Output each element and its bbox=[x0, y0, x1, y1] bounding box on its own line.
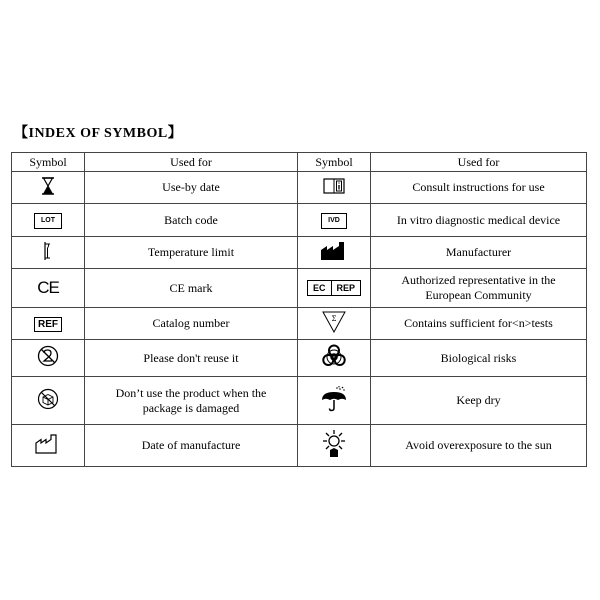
symbol-cell bbox=[12, 237, 85, 269]
usage-cell: Keep dry bbox=[371, 377, 587, 425]
usage-cell: In vitro diagnostic medical device bbox=[371, 204, 587, 237]
ce-mark-icon: CE bbox=[37, 277, 59, 297]
symbol-cell bbox=[298, 308, 371, 340]
usage-line: Authorized representative in the bbox=[401, 273, 556, 287]
hourglass-icon bbox=[41, 177, 55, 195]
do-not-reuse-icon bbox=[37, 345, 59, 367]
header-symbol-left: Symbol bbox=[12, 153, 85, 172]
usage-cell: Contains sufficient for<n>tests bbox=[371, 308, 587, 340]
usage-cell: Please don't reuse it bbox=[85, 340, 298, 377]
symbol-cell bbox=[12, 204, 85, 237]
symbol-cell bbox=[12, 340, 85, 377]
symbol-cell bbox=[298, 269, 371, 308]
usage-cell: Avoid overexposure to the sun bbox=[371, 425, 587, 467]
usage-cell: CE mark bbox=[85, 269, 298, 308]
symbol-cell bbox=[298, 340, 371, 377]
thermometer-icon bbox=[41, 240, 55, 262]
table-header-row bbox=[12, 153, 587, 172]
book-info-icon bbox=[323, 178, 345, 194]
page-title: 【INDEX OF SYMBOL】 bbox=[14, 126, 183, 141]
ref-icon: REF bbox=[34, 317, 62, 332]
usage-line: European Community bbox=[425, 288, 532, 302]
svg-text:Σ: Σ bbox=[331, 314, 337, 323]
header-symbol-right: Symbol bbox=[298, 153, 371, 172]
usage-cell bbox=[85, 377, 298, 425]
symbol-index-table bbox=[11, 152, 587, 467]
symbol-cell bbox=[12, 172, 85, 204]
table-row bbox=[12, 269, 587, 308]
sun-protect-icon bbox=[319, 429, 349, 459]
table-row bbox=[12, 237, 587, 269]
ec-rep-icon bbox=[307, 280, 361, 296]
symbol-cell bbox=[298, 425, 371, 467]
usage-line: Don’t use the product when the bbox=[115, 385, 267, 400]
usage-cell: Biological risks bbox=[371, 340, 587, 377]
symbol-cell bbox=[298, 204, 371, 237]
factory-icon bbox=[320, 241, 348, 261]
header-used-for-left: Used for bbox=[85, 153, 298, 172]
rep-label: REP bbox=[331, 281, 361, 295]
symbol-cell bbox=[12, 269, 85, 308]
usage-cell: Use-by date bbox=[85, 172, 298, 204]
symbol-cell bbox=[298, 237, 371, 269]
usage-line: package is damaged bbox=[142, 400, 240, 415]
usage-cell: Batch code bbox=[85, 204, 298, 237]
ivd-icon: IVD bbox=[321, 213, 347, 229]
biohazard-icon bbox=[321, 344, 347, 368]
usage-cell: Consult instructions for use bbox=[371, 172, 587, 204]
umbrella-rain-icon bbox=[320, 386, 348, 412]
table-row bbox=[12, 377, 587, 425]
usage-cell: Date of manufacture bbox=[85, 425, 298, 467]
usage-cell: Temperature limit bbox=[85, 237, 298, 269]
lot-icon: LOT bbox=[34, 213, 62, 229]
symbol-cell bbox=[298, 377, 371, 425]
table-row bbox=[12, 172, 587, 204]
symbol-cell bbox=[12, 425, 85, 467]
ec-label: EC bbox=[312, 283, 326, 293]
symbol-cell bbox=[12, 308, 85, 340]
table-row bbox=[12, 204, 587, 237]
table-row bbox=[12, 425, 587, 467]
symbol-cell bbox=[12, 377, 85, 425]
usage-cell: Catalog number bbox=[85, 308, 298, 340]
table-row bbox=[12, 308, 587, 340]
factory-outline-icon bbox=[35, 434, 61, 454]
symbol-cell bbox=[298, 172, 371, 204]
header-used-for-right: Used for bbox=[371, 153, 587, 172]
usage-cell: Manufacturer bbox=[371, 237, 587, 269]
table-row bbox=[12, 340, 587, 377]
usage-cell bbox=[371, 269, 587, 308]
damaged-package-icon bbox=[37, 388, 59, 410]
sigma-triangle-icon bbox=[322, 311, 346, 333]
